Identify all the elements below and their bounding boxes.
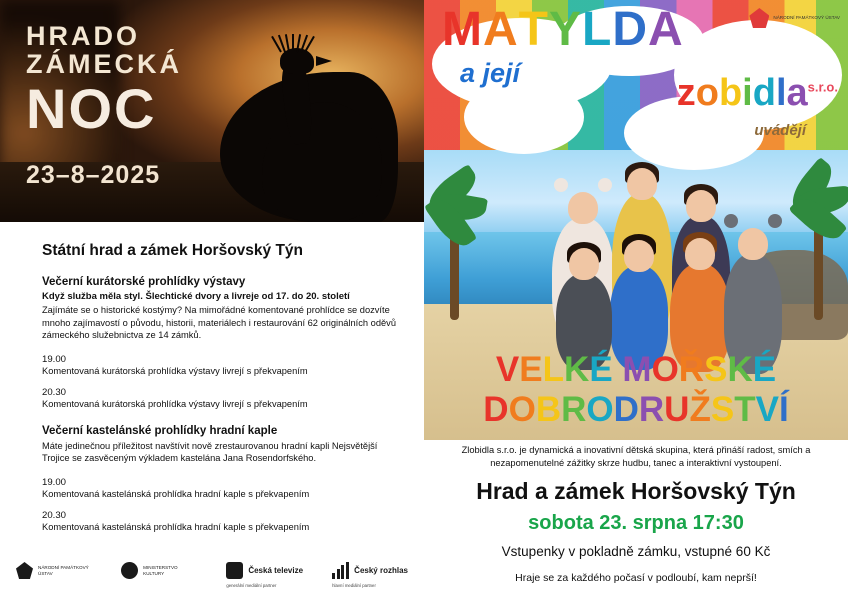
hero-title-line3: NOC bbox=[26, 76, 157, 140]
weather-note: Hraje se za každého počasí v podloubí, kam neprší! bbox=[515, 572, 757, 584]
program-description: Komentovaná kurátorská prohlídka výstavy livrejí s překvapením bbox=[42, 398, 308, 409]
program-description: Komentovaná kastelánská prohlídka hradní kaple s překvapením bbox=[42, 521, 310, 532]
partner-logos bbox=[16, 562, 408, 588]
logo-label: Česká televize bbox=[248, 565, 304, 575]
program-section-1 bbox=[42, 276, 398, 409]
left-poster-body bbox=[0, 222, 424, 532]
palm-tree-right-icon bbox=[784, 190, 848, 320]
event-place: Hrad a zámek Horšovský Týn bbox=[476, 478, 796, 504]
brand-suffix: s.r.o. bbox=[807, 79, 838, 95]
event-datetime: sobota 23. srpna 17:30 bbox=[528, 512, 744, 534]
headline-line1: VELKÉ MOŘSKÉ bbox=[495, 350, 777, 389]
ministry-icon bbox=[121, 562, 138, 579]
right-poster-artwork bbox=[424, 0, 848, 440]
venue-title: Státní hrad a zámek Horšovský Týn bbox=[42, 242, 304, 259]
logo-ceska-televize bbox=[226, 562, 303, 588]
program-time: 20.30 bbox=[42, 386, 67, 398]
logo-caption: generální mediální partner bbox=[226, 583, 277, 588]
ticket-info: Vstupenky v pokladně zámku, vstupné 60 Kč bbox=[501, 544, 771, 559]
program-time: 20.30 bbox=[42, 509, 67, 521]
radio-icon bbox=[332, 562, 349, 579]
logo-label: NÁRODNÍ PAMÁTKOVÝ ÚSTAV bbox=[38, 564, 89, 576]
program-description: Komentovaná kastelánská prohlídka hradní kaple s překvapením bbox=[42, 488, 310, 499]
npu-icon bbox=[16, 562, 33, 579]
right-poster bbox=[424, 0, 848, 600]
hero-title-line1: HRADO bbox=[26, 21, 140, 51]
hero-title-block bbox=[26, 22, 182, 190]
program-time: 19.00 bbox=[42, 476, 67, 488]
show-title-block bbox=[424, 3, 848, 89]
program-time: 19.00 bbox=[42, 353, 67, 365]
logo-ministry bbox=[121, 562, 197, 583]
program-section-2 bbox=[42, 425, 398, 532]
logo-label: Český rozhlas bbox=[354, 565, 408, 575]
hero-title-line2: ZÁMECKÁ bbox=[26, 49, 182, 80]
logo-cesky-rozhlas bbox=[332, 562, 408, 588]
peacock-silhouette-icon bbox=[206, 16, 406, 222]
group-description: Zlobidla s.r.o. je dynamická a inovativní dětská skupina, která přináší radost, smích a nezapomenutelné zážitky skrze hudbu, tanec a interaktivní vystoupení. bbox=[461, 445, 811, 469]
logo-label: MINISTERSTVO KULTURY bbox=[143, 564, 178, 576]
section-text: Máte jedinečnou příležitost navštívit nově zrestaurovanou hradní kapli Nejsvětější Trojice se zasvěceným výkladem kastelána Jana Rosendorfského. bbox=[42, 440, 378, 464]
logo-caption: hlavní mediální partner bbox=[332, 583, 376, 588]
section-title: Večerní kastelánské prohlídky hradní kaple bbox=[42, 424, 278, 437]
headline-line2: DOBRODRUŽSTVÍ bbox=[483, 390, 789, 429]
logo-npu bbox=[16, 562, 92, 583]
cloud-shape bbox=[464, 80, 584, 154]
program-description: Komentovaná kurátorská prohlídka výstavy livrejí s překvapením bbox=[42, 365, 308, 376]
section-text: Zajímáte se o historické kostýmy? Na mimořádné komentované prohlídce se dozvíte mnoho zajímavostí o původu, historii, materiálech i restaurování 62 originálních oděvů zámeckého služebnictva ze 14 zámků. bbox=[42, 305, 396, 341]
hero-date: 23–8–2025 bbox=[26, 160, 161, 189]
npu-logo-label: NÁRODNÍ PAMÁTKOVÝ ÚSTAV bbox=[773, 15, 840, 21]
hero-image bbox=[0, 0, 424, 222]
brand-title: zobidla$^{s.r.o.}$ bbox=[676, 72, 838, 114]
ct-icon bbox=[226, 562, 243, 579]
show-title-main: MATYLDA bbox=[442, 3, 684, 56]
show-title-and: a její bbox=[460, 58, 521, 88]
section-title: Večerní kurátorské prohlídky výstavy bbox=[42, 276, 246, 288]
section-subtitle: Když služba měla styl. Šlechtické dvory a livreje od 17. do 20. století bbox=[42, 291, 350, 302]
presents-label: uvádějí bbox=[754, 122, 806, 139]
palm-tree-left-icon bbox=[424, 190, 490, 320]
